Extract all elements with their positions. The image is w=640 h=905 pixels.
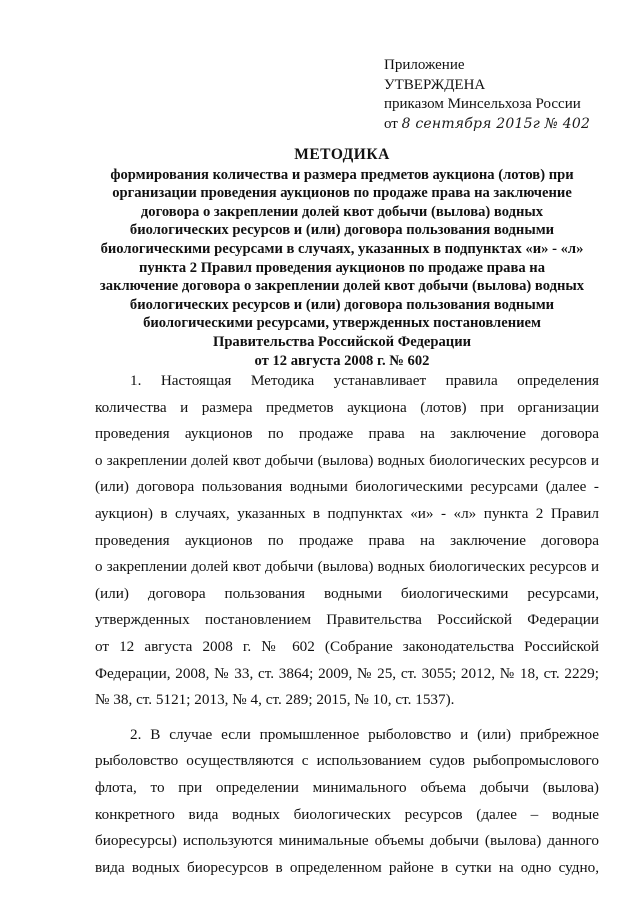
paragraph-2 <box>95 722 599 882</box>
paragraph-line: утвержденных постановлением Правительства Российской Федерации <box>95 611 599 629</box>
title-main: МЕТОДИКА <box>294 146 390 163</box>
approval-approved: УТВЕРЖДЕНА <box>384 76 486 93</box>
paragraph-line: флота, то при определении минимального объема добычи (вылова) <box>95 778 599 796</box>
approval-appendix: Приложение <box>384 57 465 73</box>
title-line: Правительства Российской Федерации <box>212 333 472 350</box>
paragraph-line: биоресурсы) используются минимальные объемы добычи (вылова) данного <box>95 832 599 850</box>
paragraph-line: (или) договора пользования водными биологическими ресурсами (далее - <box>95 478 599 496</box>
paragraph-line: о закреплении долей квот добычи (вылова) водных биологических ресурсов и <box>95 559 599 576</box>
paragraph-line: вида водных биоресурсов в определенном районе в сутки на одно судно, <box>95 858 599 876</box>
paragraph-line: конкретного вида водных биологических ресурсов (далее – водные <box>95 805 599 823</box>
approval-date-prefix: от <box>384 115 398 132</box>
paragraph-line: (или) договора пользования водными биологическими ресурсами, <box>95 584 599 602</box>
document-title <box>92 146 592 370</box>
paragraph-line: количества и размера предметов аукциона (лотов) при организации <box>95 398 599 416</box>
paragraph-line: проведения аукционов по продаже права на заключение договора <box>95 425 599 443</box>
paragraph-1 <box>95 368 599 714</box>
approval-order: приказом Минсельхоза России <box>384 96 581 112</box>
paragraph-line: 1. Настоящая Методика устанавливает правила определения <box>130 372 599 389</box>
title-line: биологическими ресурсами в случаях, указанных в подпунктах «и» - «л» <box>100 240 584 257</box>
paragraph-line: рыболовство осуществляются с использованием судов рыбопромыслового <box>95 752 599 770</box>
paragraph-line: № 38, ст. 5121; 2013, № 4, ст. 289; 2015, № 10, ст. 1537). <box>95 691 455 709</box>
paragraph-line: от 12 августа 2008 г. № 602 (Собрание законодательства Российской <box>95 637 599 655</box>
title-line: биологических ресурсов и (или) договора пользования водными <box>129 296 555 313</box>
title-line: формирования количества и размера предметов аукциона (лотов) при <box>110 166 574 183</box>
approval-date-handwritten: 8 сентября 2015г № 402 <box>401 115 591 132</box>
title-line: от 12 августа 2008 г. № 602 <box>254 352 430 369</box>
paragraph-line: о закреплении долей квот добычи (вылова) водных биологических ресурсов и <box>95 452 599 469</box>
title-line: биологическими ресурсами, утвержденных постановлением <box>143 315 541 332</box>
title-line: договора о закреплении долей квот добычи (вылова) водных <box>140 203 544 220</box>
title-line: организации проведения аукционов по продаже права на заключение <box>112 185 572 202</box>
document-body <box>95 368 599 881</box>
title-line: заключение договора о закреплении долей квот добычи (вылова) водных <box>99 278 585 295</box>
title-line: пункта 2 Правил проведения аукционов по продаже права на <box>138 259 546 276</box>
paragraph-line: Федерации, 2008, № 33, ст. 3864; 2009, № 25, ст. 3055; 2012, № 18, ст. 2229; <box>95 664 599 682</box>
paragraph-line: проведения аукционов по продаже права на заключение договора <box>95 531 599 549</box>
approval-date-line <box>384 115 590 135</box>
approval-stamp <box>384 56 590 134</box>
paragraph-line: 2. В случае если промышленное рыболовство и (или) прибрежное <box>130 725 599 743</box>
title-line: биологических ресурсов и (или) договора пользования водными <box>129 222 555 239</box>
paragraph-gap <box>95 714 599 722</box>
paragraph-line: аукцион) в случаях, указанных в подпунктах «и» - «л» пункта 2 Правил <box>95 504 599 522</box>
